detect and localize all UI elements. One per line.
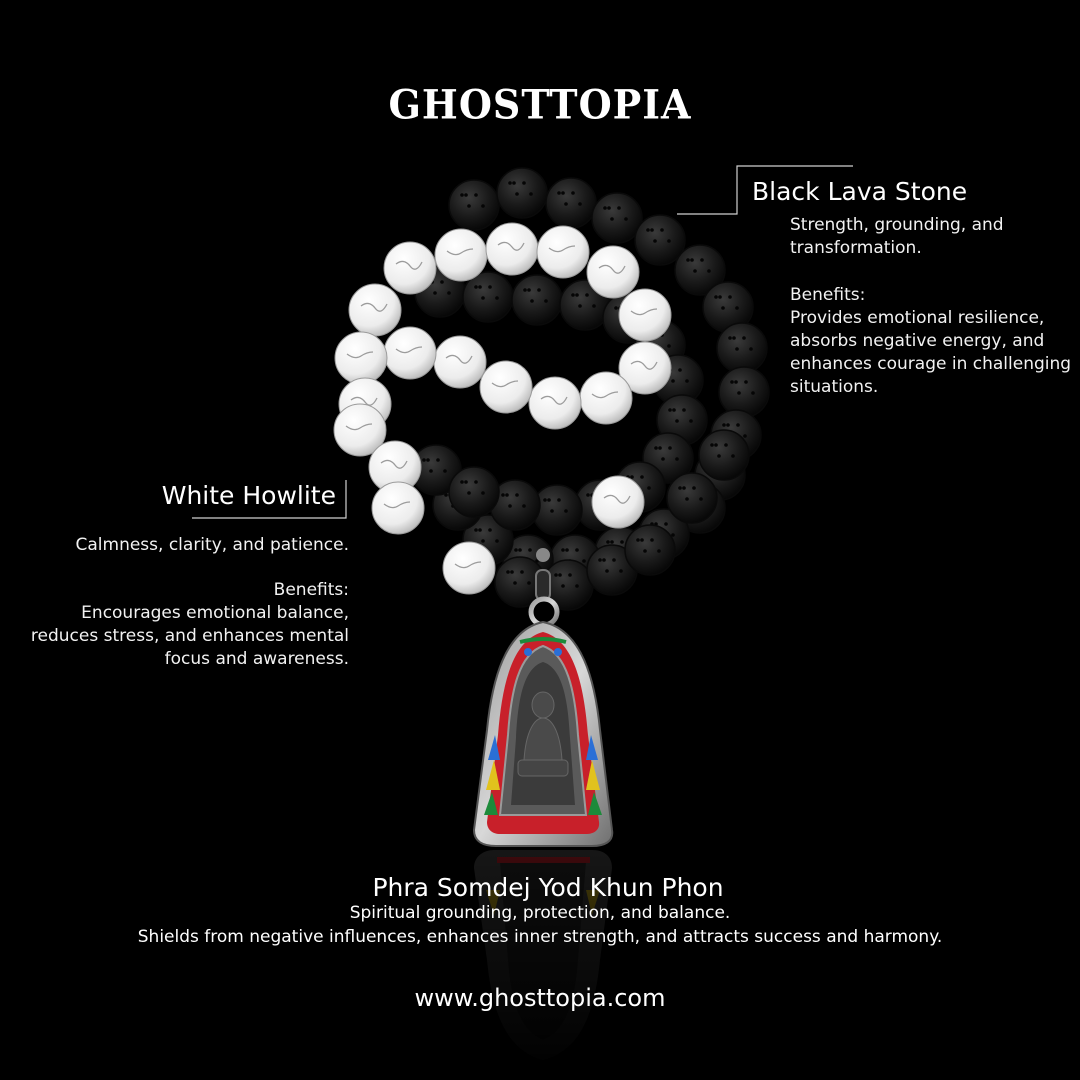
lava-bead [449,180,499,230]
howlite-bead [443,542,495,594]
howlite-bead [349,284,401,336]
amulet-benefits: Shields from negative influences, enhances inner strength, and attracts success and harmony. [137,927,943,947]
howlite-bead [580,372,632,424]
howlite-bead [486,223,538,275]
howlite-bead [335,332,387,384]
amulet-title: Phra Somdej Yod Khun Phon [372,873,724,902]
howlite-bead [372,482,424,534]
black-lava-tagline: Strength, grounding, and transformation. [790,215,1004,258]
lava-bead [717,323,767,373]
lava-bead [699,430,749,480]
howlite-bead [587,246,639,298]
lava-bead [546,178,596,228]
lava-bead [667,473,717,523]
howlite-bead [619,289,671,341]
black-lava-title: Black Lava Stone [752,177,968,206]
lava-bead [512,275,562,325]
white-howlite-title: White Howlite [161,481,336,510]
white-howlite-tagline: Calmness, clarity, and patience. [75,535,349,555]
lava-bead [719,367,769,417]
lava-bead [449,467,499,517]
howlite-bead [435,229,487,281]
lava-bead [497,168,547,218]
howlite-bead [592,476,644,528]
black-lava-benefits-label: Benefits: [790,285,866,305]
howlite-bead [384,327,436,379]
lava-bead [625,525,675,575]
lava-bead [592,193,642,243]
white-howlite-benefits: Encourages emotional balance, reduces stress, and enhances mental focus and awareness. [30,603,349,669]
black-lava-benefits: Provides emotional resilience, absorbs negative energy, and enhances courage in challenging situations. [790,308,1072,397]
brand-logo: GHOSTTOPIA [388,80,692,129]
howlite-bead [434,336,486,388]
howlite-bead [529,377,581,429]
amulet-tagline: Spiritual grounding, protection, and balance. [349,903,731,923]
white-howlite-benefits-label: Benefits: [273,580,349,600]
howlite-bead [384,242,436,294]
howlite-bead [537,226,589,278]
website-url[interactable]: www.ghosttopia.com [414,984,666,1012]
howlite-bead [480,361,532,413]
